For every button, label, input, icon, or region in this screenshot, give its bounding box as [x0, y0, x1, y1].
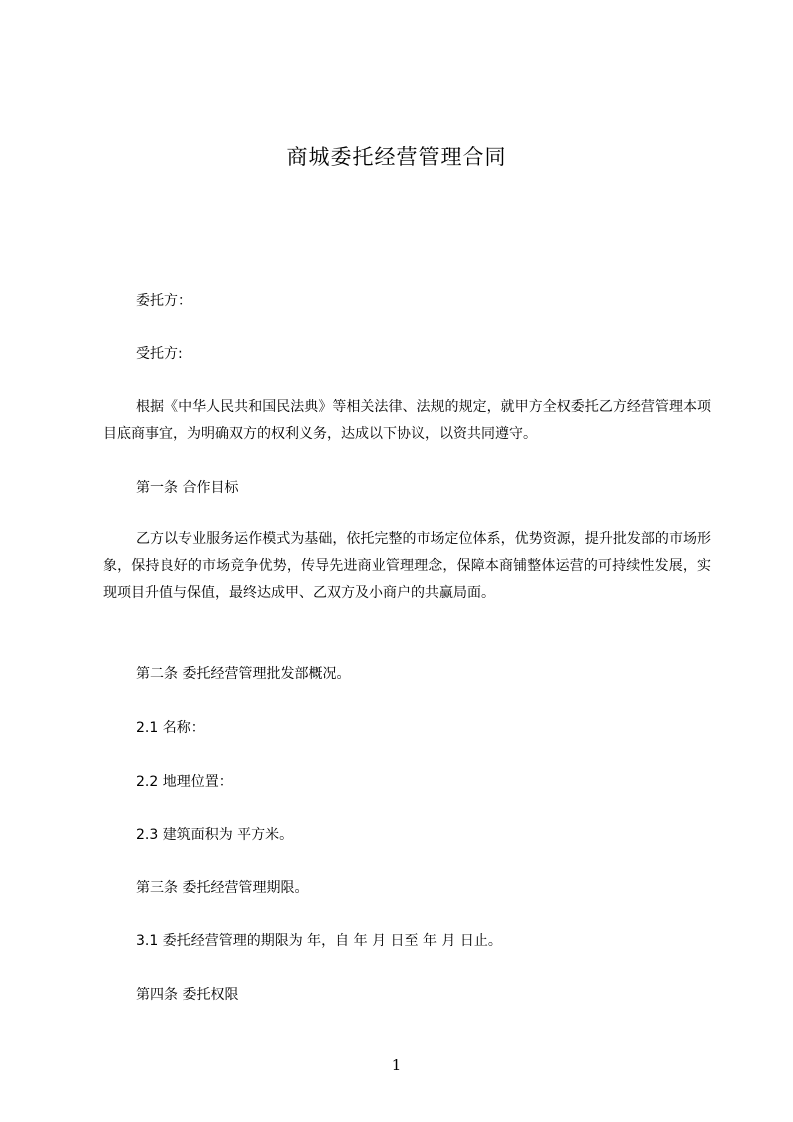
article-1-heading: 第一条 合作目标 [136, 480, 239, 496]
article-2-item-name: 2.1 名称： [136, 720, 205, 736]
article-4-heading: 第四条 委托权限 [136, 987, 239, 1003]
article-2-heading: 第二条 委托经营管理批发部概况。 [136, 666, 351, 682]
article-1-body: 乙方以专业服务运作模式为基础，依托完整的市场定位体系，优势资源，提升批发部的市场形象，保持良好的市场竞争优势，传导先进商业管理理念，保障本商铺整体运营的可持续性发展，实现项目升值与保值，最终达成甲、乙双方及小商户的共赢局面。 [103, 531, 711, 601]
page-number: 1 [391, 1056, 402, 1074]
agent-label: 受托方: [136, 346, 183, 362]
article-3-heading: 第三条 委托经营管理期限。 [136, 880, 309, 896]
article-2-item-area: 2.3 建筑面积为 平方米。 [136, 827, 294, 843]
principal-label: 委托方： [136, 293, 192, 309]
preamble-paragraph: 根据《中华人民共和国民法典》等相关法律、法规的规定，就甲方全权委托乙方经营管理本项目底商事宜，为明确双方的权利义务，达成以下协议，以资共同遵守。 [103, 399, 711, 442]
article-2-item-location: 2.2 地理位置： [136, 774, 233, 790]
document-title: 商城委托经营管理合同 [286, 145, 507, 169]
article-3-item-term: 3.1 委托经营管理的期限为 年，自 年 月 日至 年 月 日止。 [136, 933, 502, 949]
